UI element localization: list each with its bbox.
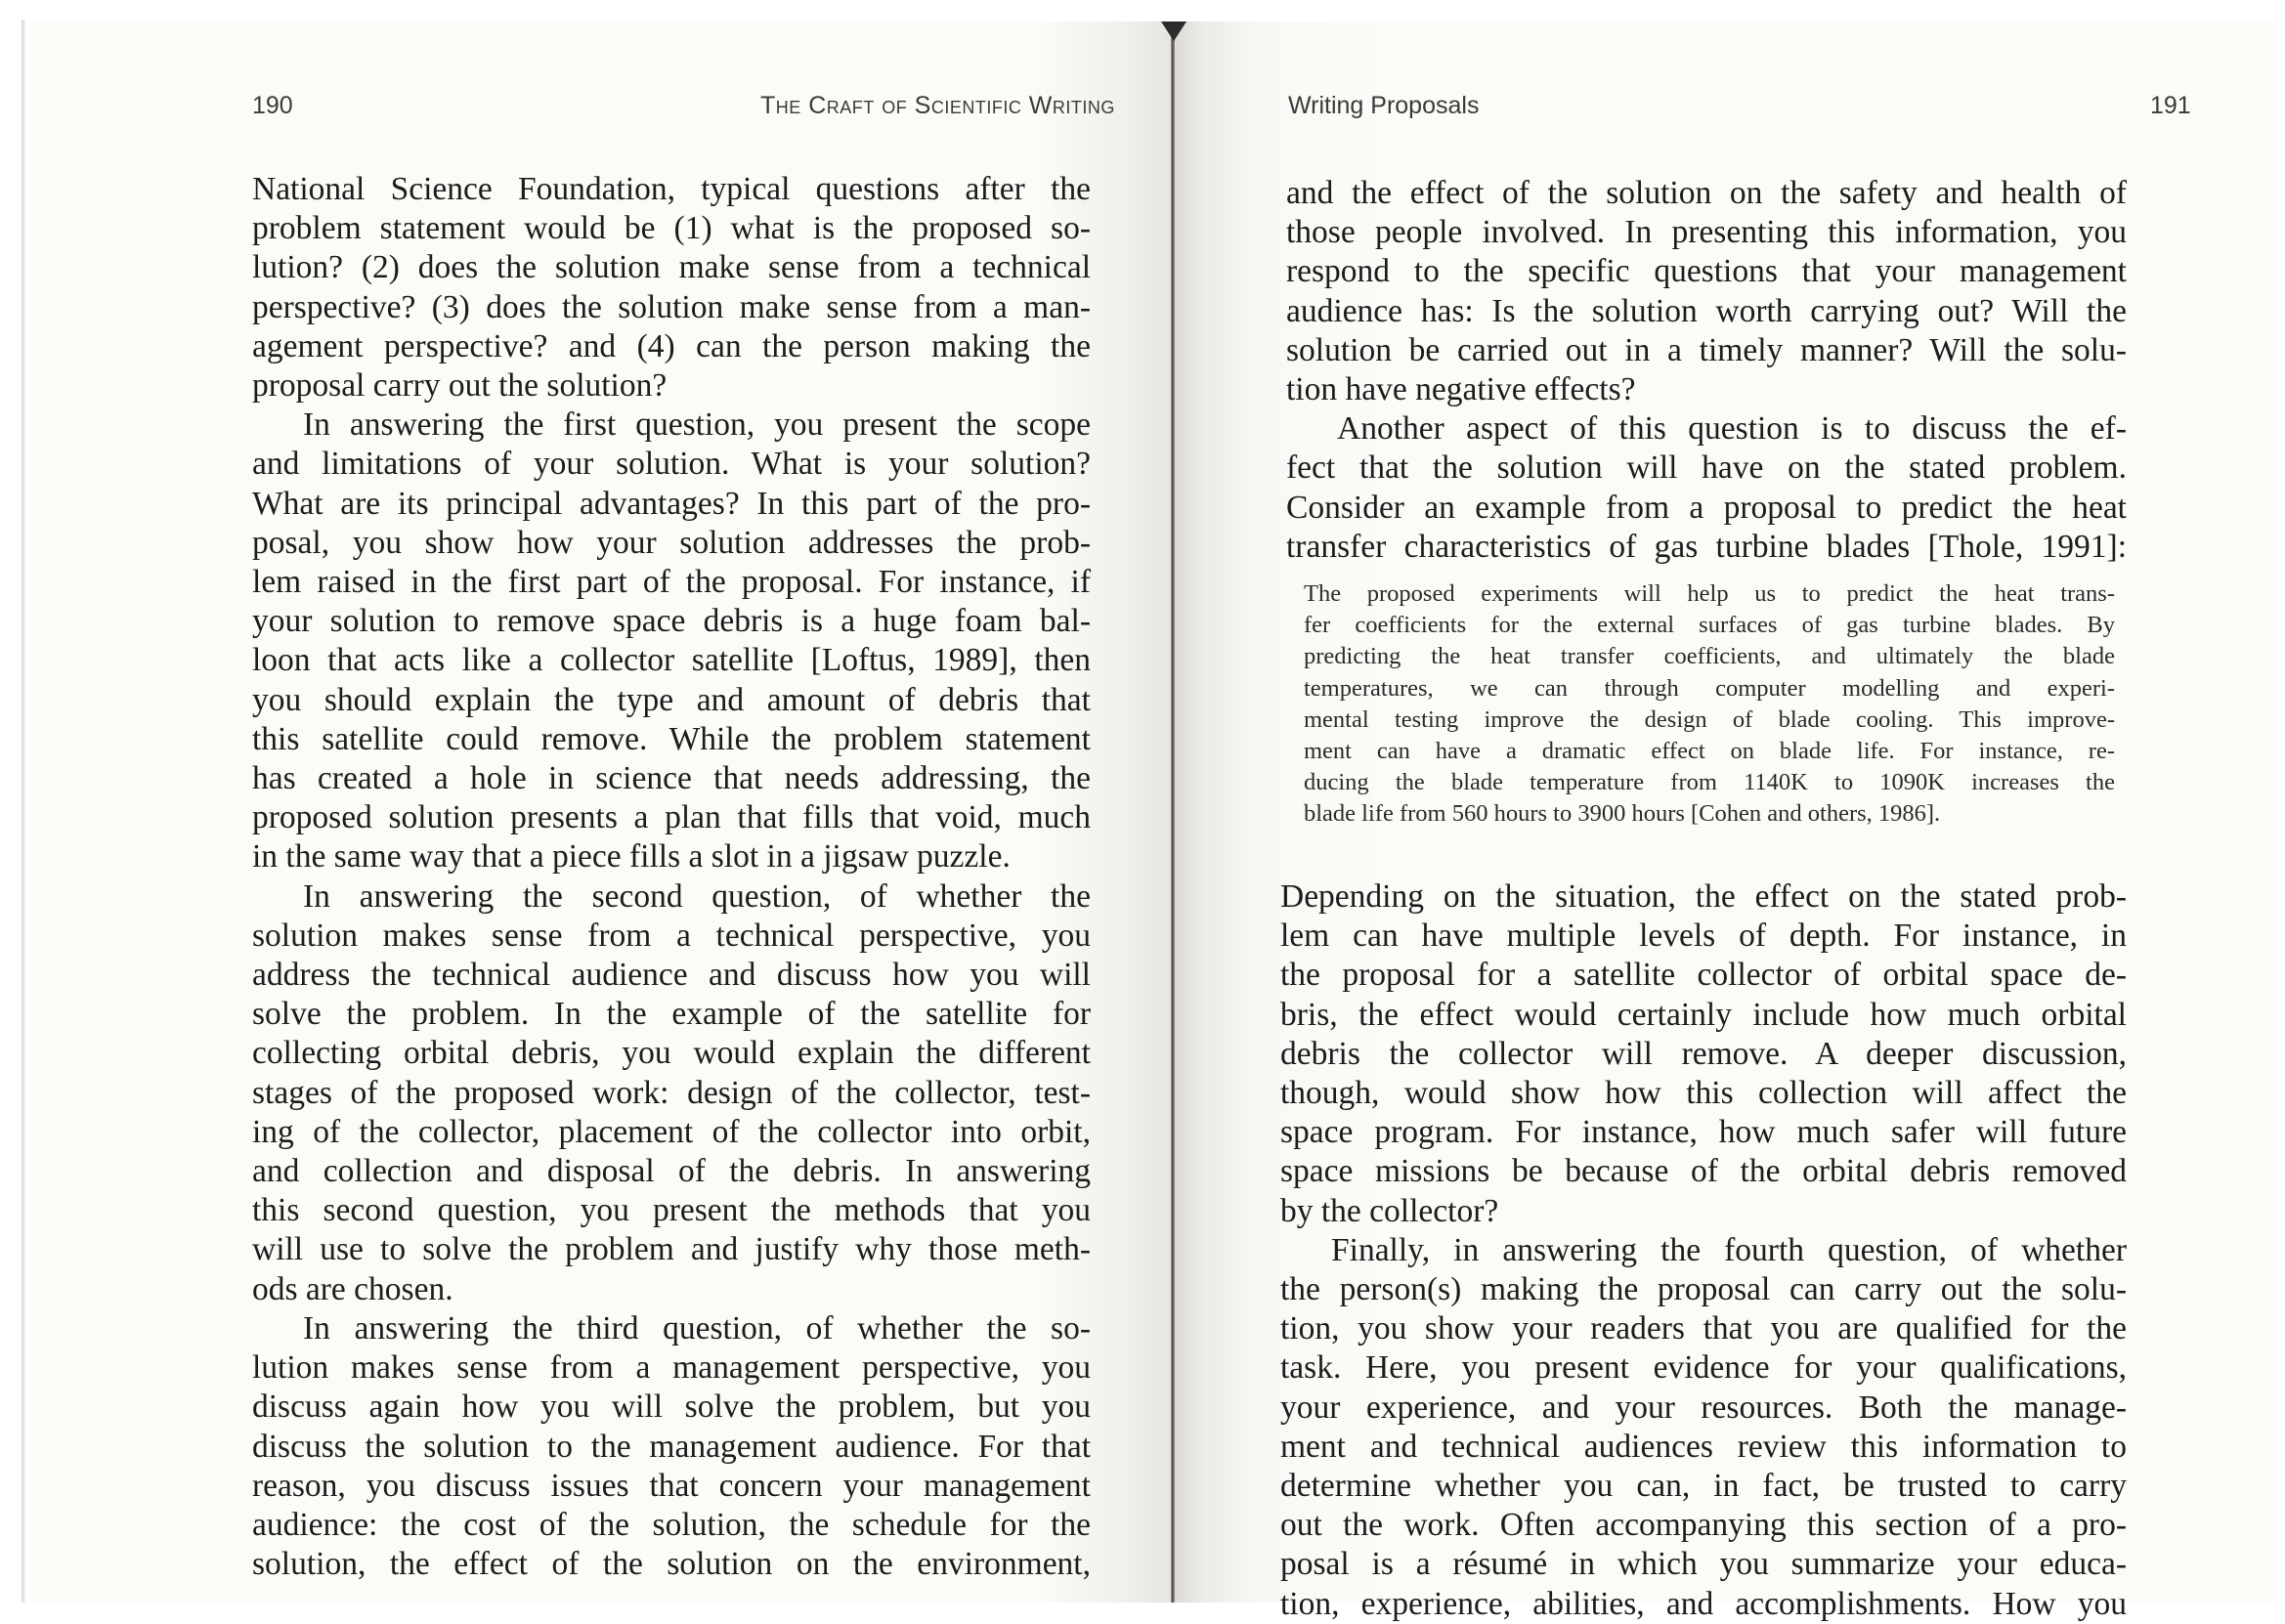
right-page xyxy=(1171,21,2275,1622)
quote-line: ment can have a dramatic effect on blade life. For instance, re- xyxy=(1304,738,2115,765)
body-line: audience: the cost of the solution, the schedule for the xyxy=(252,1506,1091,1543)
body-line: posal is a résumé in which you summarize your educa- xyxy=(1280,1546,2127,1583)
quote-line: temperatures, we can through computer modelling and experi- xyxy=(1304,674,2115,702)
body-line: lem raised in the first part of the proposal. For instance, if xyxy=(252,564,1091,601)
body-line: solution, the effect of the solution on the environment, xyxy=(252,1546,1091,1583)
body-line: audience has: Is the solution worth carrying out? Will the xyxy=(1286,292,2127,329)
body-line: solution makes sense from a technical perspective, you xyxy=(252,917,1091,954)
body-line: this satellite could remove. While the problem statement xyxy=(252,720,1091,757)
body-line: National Science Foundation, typical questions after the xyxy=(252,171,1091,207)
body-line: discuss the solution to the management audience. For that xyxy=(252,1428,1091,1465)
body-line: address the technical audience and discuss how you will xyxy=(252,957,1091,994)
body-line: ing of the collector, placement of the collector into orbit, xyxy=(252,1113,1091,1150)
quote-line: ducing the blade temperature from 1140K to 1090K increases the xyxy=(1304,769,2115,796)
body-line: posal, you show how your solution addresses the prob- xyxy=(252,524,1091,561)
right-running-head: Writing Proposals xyxy=(1288,92,1480,119)
body-line: In answering the first question, you present the scope xyxy=(303,406,1091,444)
left-page-number: 190 xyxy=(252,92,293,119)
body-line: debris the collector will remove. A deeper discussion, xyxy=(1280,1035,2127,1072)
left-body-text xyxy=(252,170,1091,1584)
body-line: problem statement would be (1) what is the proposed so- xyxy=(252,210,1091,247)
body-line: and limitations of your solution. What is your solution? xyxy=(252,446,1091,483)
quote-line: mental testing improve the design of blade cooling. This improve- xyxy=(1304,705,2115,733)
body-line: fect that the solution will have on the stated problem. xyxy=(1286,449,2127,487)
body-line: discuss again how you will solve the problem, but you xyxy=(252,1389,1091,1426)
left-running-head: The Craft of Scientific Writing xyxy=(760,92,1115,119)
body-line: Depending on the situation, the effect on the stated prob- xyxy=(1280,878,2127,915)
body-line: perspective? (3) does the solution make sense from a man- xyxy=(252,288,1091,325)
body-line: solve the problem. In the example of the satellite for xyxy=(252,996,1091,1033)
body-line: in the same way that a piece fills a slot in a jigsaw puzzle. xyxy=(252,838,1011,876)
body-line: space missions be because of the orbital debris removed xyxy=(1280,1153,2127,1190)
quote-line: The proposed experiments will help us to predict the heat trans- xyxy=(1304,580,2115,607)
quote-line: predicting the heat transfer coefficients, and ultimately the blade xyxy=(1304,643,2115,670)
body-line: Finally, in answering the fourth question, of whether xyxy=(1331,1231,2127,1268)
right-body-text-top xyxy=(1286,174,2127,567)
body-line: ment and technical audiences review this information to xyxy=(1280,1428,2127,1465)
body-line: stages of the proposed work: design of the collector, test- xyxy=(252,1074,1091,1111)
block-quote xyxy=(1304,578,2115,831)
body-line: proposed solution presents a plan that fills that void, much xyxy=(252,799,1091,836)
body-line: transfer characteristics of gas turbine blades [Thole, 1991]: xyxy=(1286,528,2127,565)
right-body-text-bottom xyxy=(1280,877,2127,1624)
body-line: agement perspective? and (4) can the person making the xyxy=(252,327,1091,364)
body-line: by the collector? xyxy=(1280,1192,1499,1229)
body-line: out the work. Often accompanying this section of a pro- xyxy=(1280,1507,2127,1544)
body-line: your experience, and your resources. Both the manage- xyxy=(1280,1389,2127,1426)
body-line: What are its principal advantages? In this part of the pro- xyxy=(252,485,1091,522)
body-line: lution makes sense from a management perspective, you xyxy=(252,1349,1091,1387)
body-line: those people involved. In presenting this information, you xyxy=(1286,214,2127,251)
body-line: tion, experience, abilities, and accomplishments. How you xyxy=(1280,1585,2127,1622)
body-line: your solution to remove space debris is a huge foam bal- xyxy=(252,603,1091,640)
bookmark-tab xyxy=(1161,21,1186,41)
body-line: collecting orbital debris, you would explain the different xyxy=(252,1035,1091,1072)
body-line: tion have negative effects? xyxy=(1286,371,1636,408)
scan-edge xyxy=(22,20,25,1603)
body-line: this second question, you present the methods that you xyxy=(252,1192,1091,1229)
body-line: the person(s) making the proposal can carry out the solu- xyxy=(1280,1271,2127,1308)
quote-line: fer coefficients for the external surfaces of gas turbine blades. By xyxy=(1304,612,2115,639)
body-line: task. Here, you present evidence for your qualifications, xyxy=(1280,1349,2127,1387)
body-line: has created a hole in science that needs addressing, the xyxy=(252,760,1091,797)
body-line: reason, you discuss issues that concern your management xyxy=(252,1467,1091,1504)
book-spread xyxy=(29,21,2275,1622)
body-line: solution be carried out in a timely manner? Will the solu- xyxy=(1286,331,2127,368)
body-line: the proposal for a satellite collector of orbital space de- xyxy=(1280,957,2127,994)
body-line: and the effect of the solution on the safety and health of xyxy=(1286,175,2127,211)
body-line: space program. For instance, how much safer will future xyxy=(1280,1114,2127,1151)
body-line: Another aspect of this question is to discuss the ef- xyxy=(1337,410,2127,448)
body-line: though, would show how this collection will affect the xyxy=(1280,1075,2127,1112)
body-line: will use to solve the problem and justify why those meth- xyxy=(252,1231,1091,1268)
body-line: respond to the specific questions that your management xyxy=(1286,253,2127,290)
body-line: and collection and disposal of the debris. In answering xyxy=(252,1153,1091,1190)
quote-line: blade life from 560 hours to 3900 hours [Cohen and others, 1986]. xyxy=(1304,800,1941,828)
body-line: you should explain the type and amount of debris that xyxy=(252,681,1091,718)
body-line: lem can have multiple levels of depth. For instance, in xyxy=(1280,918,2127,955)
body-line: tion, you show your readers that you are qualified for the xyxy=(1280,1310,2127,1347)
body-line: ods are chosen. xyxy=(252,1270,453,1307)
body-line: determine whether you can, in fact, be trusted to carry xyxy=(1280,1468,2127,1505)
body-line: In answering the second question, of whether the xyxy=(303,877,1091,915)
body-line: proposal carry out the solution? xyxy=(252,367,668,405)
body-line: loon that acts like a collector satellite [Loftus, 1989], then xyxy=(252,642,1091,679)
body-line: Consider an example from a proposal to predict the heat xyxy=(1286,489,2127,526)
left-page xyxy=(29,21,1171,1603)
right-page-number: 191 xyxy=(2150,92,2191,119)
body-line: bris, the effect would certainly include how much orbital xyxy=(1280,996,2127,1033)
body-line: lution? (2) does the solution make sense from a technical xyxy=(252,249,1091,286)
body-line: In answering the third question, of whether the so- xyxy=(303,1309,1091,1346)
book-gutter xyxy=(1171,31,1175,1603)
